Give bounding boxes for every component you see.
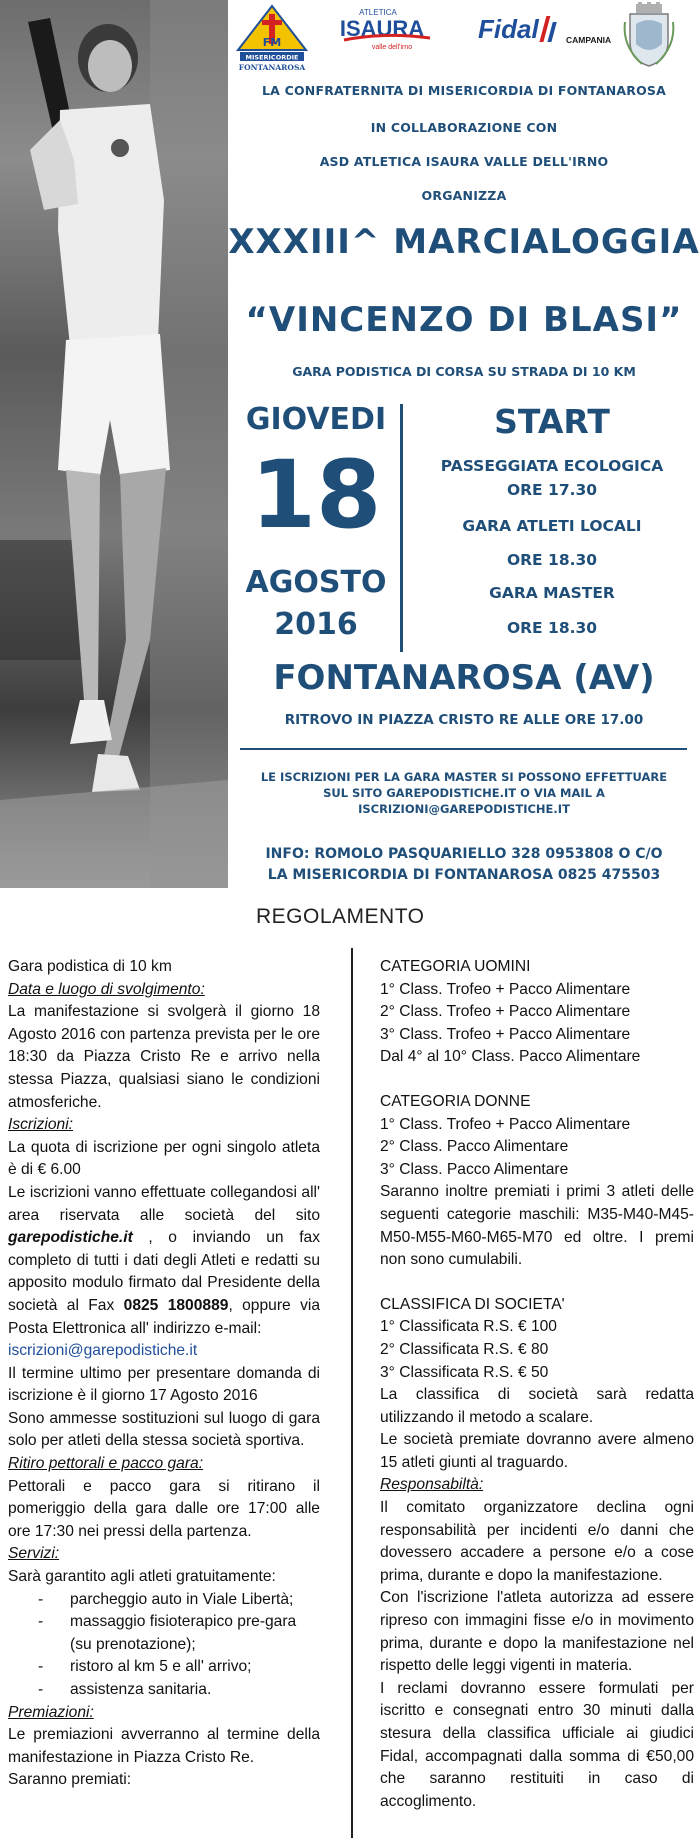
date-weekday: GIOVEDI [245,402,387,437]
regolamento-left-column [8,956,320,1792]
list-item: - massaggio fisioterapico pre-gara [38,1613,297,1631]
race-intro: Gara podistica di 10 km [8,958,172,975]
organizer-line: LA CONFRATERNITA DI MISERICORDIA DI FONTANAROSA [262,83,666,98]
paragraph-premiati: Saranno premiati: [8,1771,132,1789]
start-time-3: ORE 18.30 [506,619,598,637]
heading-categoria-uomini: CATEGORIA UOMINI [380,958,531,975]
prize-societa-3: 3° Classificata R.S. € 50 [380,1363,549,1381]
torch-bearer-photo [0,0,228,888]
regolamento-right-column [380,956,694,1813]
list-item-continuation [8,1634,320,1657]
heading-servizi: Servizi: [8,1545,60,1563]
servizio-assistenza: assistenza sanitaria. [70,1681,212,1698]
registration-email: ISCRIZIONI@GAREPODISTICHE.IT [358,802,570,816]
misericordie-initials: FM [262,36,282,49]
site-name: garepodistiche.it [8,1229,133,1247]
isaura-label: ISAURA [339,16,425,41]
date-year: 2016 [274,607,358,642]
servizio-massaggio: massaggio fisioterapico pre-gara [70,1613,297,1631]
meeting-point: RITROVO IN PIAZZA CRISTO RE ALLE ORE 17.00 [284,712,644,728]
heading-classifica-societa: CLASSIFICA DI SOCIETA' [380,1295,565,1313]
prize-societa-2: 2° Classificata R.S. € 80 [380,1340,549,1358]
date-month: AGOSTO [245,565,387,600]
event-description: GARA PODISTICA DI CORSA SU STRADA DI 10 KM [292,364,636,379]
prize-uomini-1: 1° Class. Trofeo + Pacco Alimentare [380,980,631,998]
date-day: 18 [250,441,382,550]
section-divider [240,748,687,750]
prize-donne-1: 1° Class. Trofeo + Pacco Alimentare [380,1115,631,1133]
start-label: START [494,402,610,441]
heading-iscrizioni: Iscrizioni: [8,1116,73,1134]
servizio-massaggio-note: (su prenotazione); [70,1635,196,1653]
start-time-1: ORE 17.30 [506,481,598,499]
prize-uomini-2: 2° Class. Trofeo + Pacco Alimentare [380,1003,631,1021]
list-item: - assistenza sanitaria. [38,1681,212,1698]
fidal-logo [476,10,612,52]
date-divider [400,404,403,652]
prize-uomini-4-10: Dal 4° al 10° Class. Pacco Alimentare [380,1048,641,1066]
regolamento-title: REGOLAMENTO [256,905,425,928]
event-poster [0,0,700,888]
prize-societa-1: 1° Classificata R.S. € 100 [380,1318,557,1336]
collaboration-line: IN COLLABORAZIONE CON [370,120,558,135]
prize-donne-3: 3° Class. Pacco Alimentare [380,1160,569,1178]
paragraph-quota: La quota di iscrizione per ogni singolo atleta è di € 6.00 [8,1138,320,1179]
location-city: FONTANAROSA (AV) [273,658,655,698]
column-divider [351,948,353,1838]
info-line-1: INFO: ROMOLO PASQUARIELLO 328 0953808 O C/O [265,846,663,862]
sponsor-logos [228,0,700,80]
paragraph-reclami: I reclami dovranno essere formulati per iscritto e consegnati entro 30 minuti dalla stesura della classifica ufficiale ai giudici Fidal, accompagnati dalla somma di €50,00 che saranno restituiti in caso di accoglimento. [380,1679,694,1810]
prize-uomini-3: 3° Class. Trofeo + Pacco Alimentare [380,1025,631,1043]
paragraph-responsabilita: Il comitato organizzatore declina ogni responsabilità per incidenti e/o danni che dovessero accadere a persone e/o a cose prima, durante e dopo la manifestazione. [380,1499,694,1584]
prize-donne-2: 2° Class. Pacco Alimentare [380,1138,569,1156]
heading-responsabilita: Responsabiltà: [380,1476,484,1494]
paragraph-premiazioni: Le premiazioni avverranno al termine della manifestazione in Piazza Cristo Re. [8,1726,320,1766]
servizio-parcheggio: parcheggio auto in Viale Libertà; [70,1590,294,1608]
registration-note-1: LE ISCRIZIONI PER LA GARA MASTER SI POSSONO EFFETTUARE [260,770,668,784]
isaura-top-label: ATLETICA [359,8,397,17]
paragraph-data-luogo: La manifestazione si svolgerà il giorno 18 Agosto 2016 con partenza prevista per le ore 18:30 da Piazza Cristo Re e arrivo nella stessa Piazza, qualsiasi siano le condizioni atmosferiche. [8,1003,320,1111]
registration-note-2: SUL SITO GAREPODISTICHE.IT O VIA MAIL A [323,786,605,800]
fidal-region: CAMPANIA [566,35,612,45]
isaura-subtitle: valle dell'irno [371,44,413,51]
start-time-2: ORE 18.30 [506,551,598,569]
paragraph-societa-premiate: Le società premiate dovranno avere almeno 15 atleti giunti al traguardo. [380,1431,694,1471]
heading-ritiro: Ritiro pettorali e pacco gara: [8,1455,204,1473]
organizza-line: ORGANIZZA [421,188,507,203]
iscrizioni-text-c: , oppure via Posta Elettronica all' indirizzo e-mail: [8,1296,320,1337]
list-item: - ristoro al km 5 e all' arrivo; [38,1658,252,1676]
isaura-logo [334,6,434,52]
paragraph-classifica-redatta: La classifica di società sarà redatta utilizzando il metodo a scalare. [380,1386,694,1426]
torch-bearer-illustration [0,0,228,888]
paragraph-ritiro: Pettorali e pacco gara si ritirano il pomeriggio della gara dalle ore 17:00 alle ore 17:30 nei pressi della partenza. [8,1477,320,1540]
list-item: - parcheggio auto in Viale Libertà; [38,1590,294,1608]
heading-data-luogo: Data e luogo di svolgimento: [8,980,205,998]
servizio-ristoro: ristoro al km 5 e all' arrivo; [70,1658,252,1676]
paragraph-sostituzioni: Sono ammesse sostituzioni sul luogo di gara solo per atleti della stessa società sportiva. [8,1409,320,1450]
fidal-label: Fidal [478,14,539,44]
iscrizioni-text-a: Le iscrizioni vanno effettuate collegandosi all' area riservata alle società del sito [8,1183,320,1224]
fax-number: 0825 1800889 [123,1296,229,1314]
event-subtitle: “VINCENZO DI BLASI” [245,300,683,340]
paragraph-servizi: Sarà garantito agli atleti gratuitamente: [8,1568,276,1586]
misericordie-logo [236,4,308,72]
start-event-3: GARA MASTER [489,584,615,602]
paragraph-termine: Il termine ultimo per presentare domanda di iscrizione è il giorno 17 Agosto 2016 [8,1364,320,1405]
iscrizioni-email-link[interactable]: iscrizioni@garepodistiche.it [8,1342,198,1360]
comune-crest [622,2,676,68]
misericordie-name: MISERICORDIE [245,53,299,62]
paragraph-immagini: Con l'iscrizione l'atleta autorizza ad essere ripreso con immagini fisse e/o in movimento prima, durante e dopo la manifestazione nel rispetto delle leggi vigenti in materia. [380,1589,694,1675]
start-event-1: PASSEGGIATA ECOLOGICA [440,457,664,475]
iscrizioni-text-b: , o inviando un fax completo di tutti i dati degli Atleti e redatti su apposito modulo firmato dal Presidente della società al Fax [8,1229,320,1314]
paragraph-premi-categorie: Saranno inoltre premiati i primi 3 atleti delle seguenti categorie maschili: M35-M40-M45-M50-M55-M60-M65-M70 ed oltre. I premi non sono cumulabili. [380,1183,694,1269]
event-title: XXXIII^ MARCIALOGGIA [228,222,700,262]
paragraph-iscrizioni [8,1182,320,1340]
heading-categoria-donne: CATEGORIA DONNE [380,1092,531,1110]
info-line-2: LA MISERICORDIA DI FONTANAROSA 0825 475503 [267,867,661,883]
heading-premiazioni: Premiazioni: [8,1703,94,1721]
partner-line: ASD ATLETICA ISAURA VALLE DELL'IRNO [319,154,609,169]
start-event-2: GARA ATLETI LOCALI [462,517,642,535]
misericordie-city: FONTANAROSA [238,63,306,72]
